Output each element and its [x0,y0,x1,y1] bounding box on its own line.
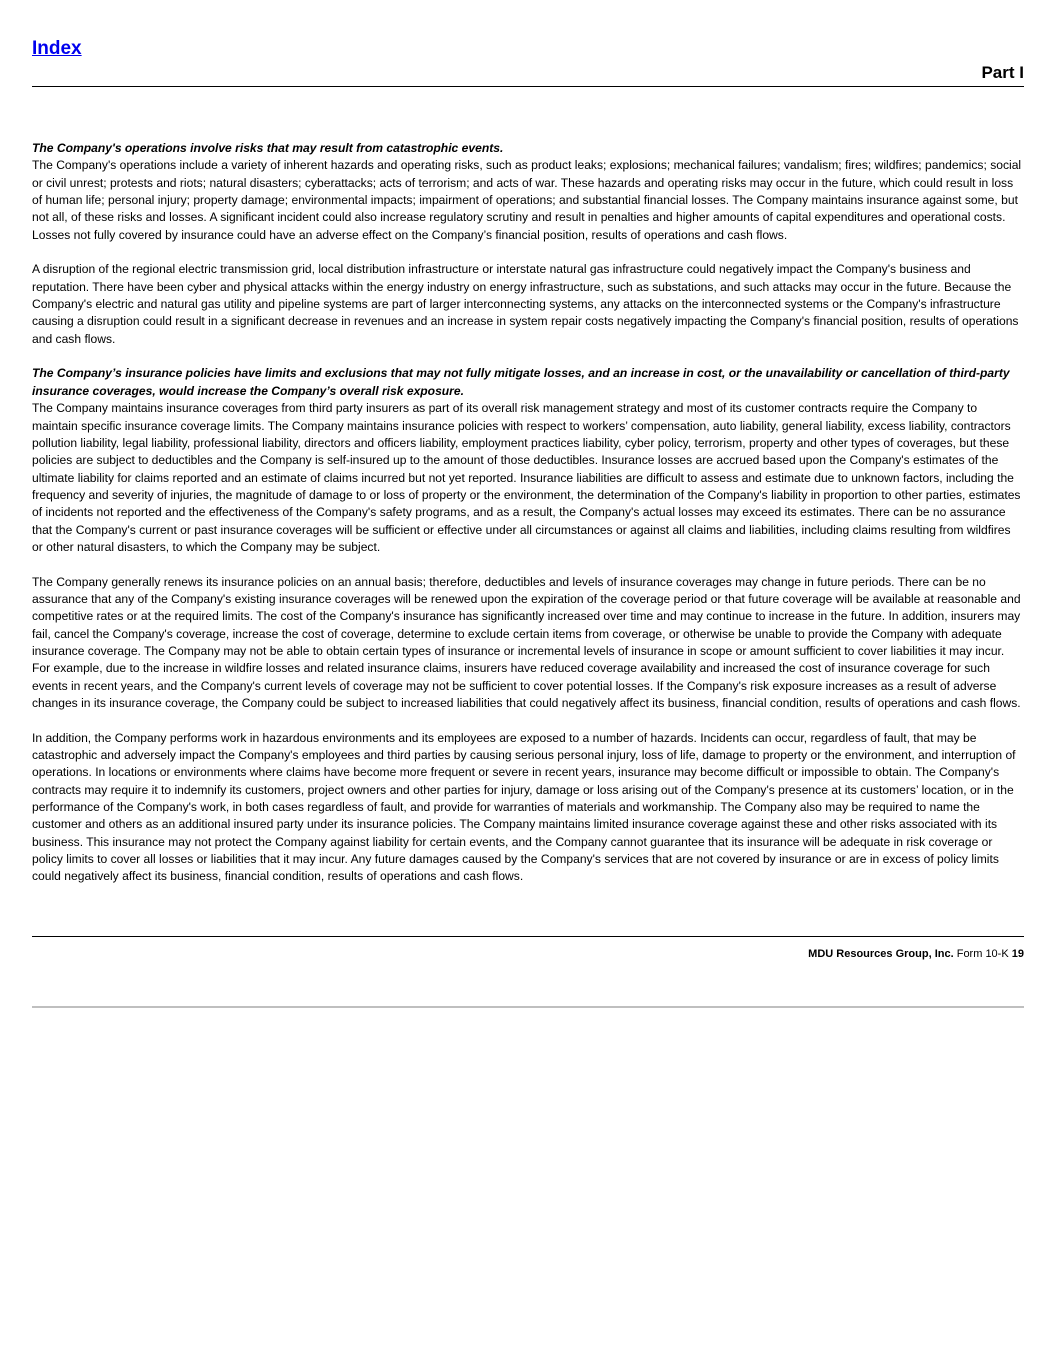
paragraph: The Company generally renews its insurance policies on an annual basis; therefore, deductibles and levels of insurance coverages may change in future periods. There can be no assurance that any of the Company's existing insurance coverages will be renewed upon the expiration of the coverage period or that future coverage will be available at reasonable and competitive rates or at the required limits. The cost of the Company's insurance has significantly increased over time and may continue to increase in the future. In addition, insurers may fail, cancel the Company's coverage, increase the cost of coverage, determine to exclude certain items from coverage, or otherwise be unable to provide the Company with adequate insurance coverage. The Company may not be able to obtain certain types of insurance or incremental levels of insurance in scope or amount sufficient to cover liabilities it may incur. For example, due to the increase in wildfire losses and related insurance claims, insurers have reduced coverage availability and increased the cost of insurance coverage for such events in recent years, and the Company's current levels of coverage may not be sufficient to cover potential losses. If the Company's risk exposure increases as a result of adverse changes in its insurance coverage, the Company could be subject to increased liabilities that could negatively affect its business, financial condition, results of operations and cash flows. [32,574,1021,710]
footer-company: MDU Resources Group, Inc. [808,948,954,960]
page-number: 19 [1011,948,1024,960]
page-footer [808,948,1024,960]
page-break-divider [32,1006,1024,1008]
paragraph: In addition, the Company performs work in hazardous environments and its employees are exposed to a number of hazards. Incidents can occur, regardless of fault, that may be catastrophic and adversely impact the Company's employees and third parties by causing serious personal injury, loss of life, damage to property or the environment, and interruption of operations. In locations or environments where claims have become more frequent or severe in recent years, insurance may become difficult or impossible to obtain. The Company's contracts may require it to indemnify its customers, project owners and other parties for injury, damage or loss arising out of the Company's presence at its customers’ location, or in the performance of the Company's work, in both cases regardless of fault, and provide for warranties of materials and workmanship. The Company also may be required to name the customer and others as an additional insured party under its insurance policies. The Company maintains limited insurance coverage against these and other risks associated with its business. This insurance may not protect the Company against liability for certain events, and the Company cannot guarantee that its insurance will be adequate in risk coverage or policy limits to cover all losses or liabilities that it may incur. Any future damages caused by the Company's services that are not covered by insurance or are in excess of policy limits could negatively affect its business, financial condition, results of operations and cash flows. [32,730,1016,884]
section-1-heading [32,140,1024,157]
footer-form: Form 10-K [956,948,1009,960]
section-heading: The Company's operations involve risks that may result from catastrophic events. [32,141,504,155]
document-body [32,140,1024,903]
header-divider [32,86,1024,87]
paragraph: The Company's operations include a variety of inherent hazards and operating risks, such as product leaks; explosions; mechanical failures; vandalism; fires; wildfires; pandemics; social or civil unrest; protests and riots; natural disasters; cyberattacks; acts of terrorism; and acts of war. These hazards and operating risks may occur in the future, which could result in loss of human life; personal injury; property damage; environmental impacts; impairment of operations; and substantial financial losses. The Company maintains insurance against some, but not all, of these risks and losses. A significant incident could also increase regulatory scrutiny and result in penalties and higher amounts of capital expenditures and operational costs. Losses not fully covered by insurance could have an adverse effect on the Company’s financial position, results of operations and cash flows. [32,158,1022,242]
footer-divider [32,936,1024,937]
paragraph: The Company maintains insurance coverages from third party insurers as part of its overall risk management strategy and most of its customer contracts require the Company to maintain specific insurance coverage limits. The Company maintains insurance policies with respect to workers’ compensation, auto liability, general liability, excess liability, contractors pollution liability, legal liability, professional liability, directors and officers liability, employment practices liability, cyber policy, terrorism, property and other types of coverages, but these policies are subject to deductibles and the Company is self-insured up to the amount of those deductibles. Insurance losses are accrued based upon the Company's estimates of the ultimate liability for claims reported and an estimate of claims incurred but not yet reported. Insurance liabilities are difficult to assess and estimate due to unknown factors, including the frequency and severity of injuries, the magnitude of damage to or loss of property or the environment, the determination of the Company's liability in proportion to other parties, estimates of incidents not reported and the effectiveness of the Company's safety programs, and as a result, the Company's actual losses may exceed its estimates. There can be no assurance that the Company's current or past insurance coverages will be sufficient or effective under all circumstances or against all claims and liabilities, including claims resulting from wildfires or other natural disasters, to which the Company may be subject. [32,401,1021,554]
paragraph: A disruption of the regional electric transmission grid, local distribution infrastructure or interstate natural gas infrastructure could negatively impact the Company's business and reputation. There have been cyber and physical attacks within the energy industry on energy infrastructure, such as substations, and such attacks may occur in the future. Because the Company's electric and natural gas utility and pipeline systems are part of larger interconnecting systems, any attacks on the interconnected systems or the Company's infrastructure causing a disruption could result in a significant decrease in revenues and an increase in system repair costs negatively impacting the Company's financial position, results of operations and cash flows. [32,262,1019,346]
section-heading: The Company’s insurance policies have limits and exclusions that may not fully mitigate losses, and an increase in cost, or the unavailability or cancellation of third-party insurance coverages, would increase the Company’s overall risk exposure. [32,366,1010,398]
section-2-heading [32,365,1024,400]
part-label: Part I [981,63,1024,82]
index-link[interactable]: Index [32,38,82,59]
